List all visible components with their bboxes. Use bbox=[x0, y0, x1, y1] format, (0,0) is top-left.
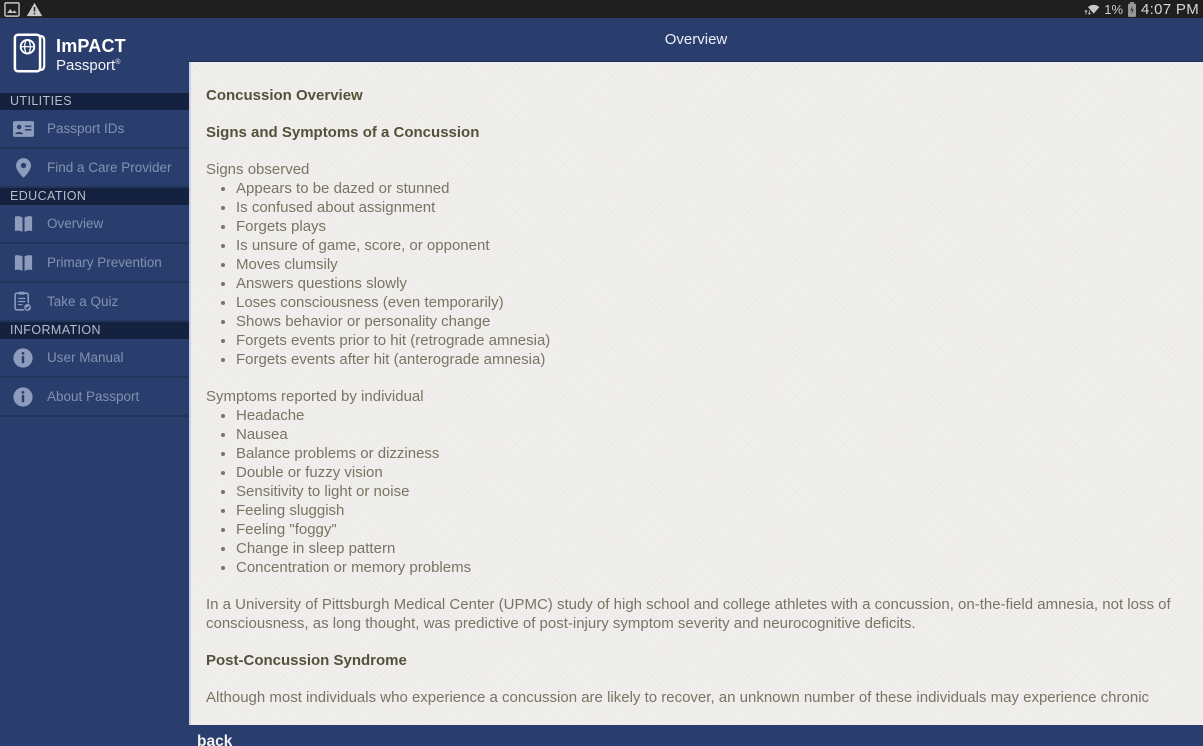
content-heading-post-concussion-syndrome: Post-Concussion Syndrome bbox=[206, 652, 407, 669]
list-item: • Feeling "foggy" bbox=[236, 520, 1183, 539]
wifi-icon bbox=[1084, 2, 1100, 16]
list-item: • Loses consciousness (even temporarily) bbox=[236, 293, 1183, 312]
battery-charging-icon bbox=[1127, 2, 1137, 17]
sidebar bbox=[0, 18, 189, 746]
open-book-icon bbox=[12, 254, 34, 272]
symptoms-reported-list bbox=[206, 406, 1183, 577]
sidebar-item-find-a-care-provider[interactable] bbox=[0, 149, 189, 188]
content-heading-concussion-overview: Concussion Overview bbox=[206, 87, 363, 104]
sidebar-item-about-passport[interactable] bbox=[0, 378, 189, 417]
sidebar-section-utilities: UTILITIES bbox=[0, 93, 189, 110]
list-item: • Forgets events prior to hit (retrograde amnesia) bbox=[236, 331, 1183, 350]
page-header bbox=[189, 18, 1203, 62]
list-item: • Is unsure of game, score, or opponent bbox=[236, 236, 1183, 255]
list-item: • Nausea bbox=[236, 425, 1183, 444]
sidebar-item-user-manual[interactable] bbox=[0, 339, 189, 378]
sidebar-section-education: EDUCATION bbox=[0, 188, 189, 205]
list-item: • Answers questions slowly bbox=[236, 274, 1183, 293]
post-concussion-paragraph: Although most individuals who experience a concussion are likely to recover, an unknown number of these individuals may experience chronic bbox=[206, 689, 1150, 706]
signs-observed-list bbox=[206, 179, 1183, 369]
open-book-icon bbox=[12, 215, 34, 233]
list-item: • Double or fuzzy vision bbox=[236, 463, 1183, 482]
list-item: • Moves clumsily bbox=[236, 255, 1183, 274]
status-time: 4:07 PM bbox=[1141, 0, 1199, 18]
android-status-bar bbox=[0, 0, 1203, 18]
status-bar-system bbox=[1084, 1, 1199, 18]
sidebar-item-take-a-quiz[interactable] bbox=[0, 283, 189, 322]
sidebar-item-label: About Passport bbox=[47, 389, 140, 404]
list-item: • Sensitivity to light or noise bbox=[236, 482, 1183, 501]
info-icon bbox=[12, 387, 34, 407]
screenshot-notification-icon bbox=[4, 2, 20, 17]
sidebar-item-label: Primary Prevention bbox=[47, 255, 162, 270]
sidebar-item-overview[interactable] bbox=[0, 205, 189, 244]
registered-mark: ® bbox=[115, 59, 121, 66]
sidebar-item-label: Find a Care Provider bbox=[47, 160, 172, 175]
list-item: • Appears to be dazed or stunned bbox=[236, 179, 1183, 198]
list-item: • Balance problems or dizziness bbox=[236, 444, 1183, 463]
sidebar-item-passport-ids[interactable] bbox=[0, 110, 189, 149]
sidebar-item-label: User Manual bbox=[47, 350, 124, 365]
sidebar-item-primary-prevention[interactable] bbox=[0, 244, 189, 283]
sidebar-item-label: Passport IDs bbox=[47, 121, 125, 136]
signs-observed-lead: Signs observed bbox=[206, 161, 310, 178]
bottom-bar bbox=[189, 725, 1203, 746]
status-bar-notifications bbox=[4, 2, 43, 17]
passport-book-icon bbox=[13, 32, 47, 79]
battery-percent: 1% bbox=[1104, 1, 1124, 17]
symptoms-reported-lead: Symptoms reported by individual bbox=[206, 388, 424, 405]
sidebar-section-information: INFORMATION bbox=[0, 322, 189, 339]
upmc-study-paragraph: In a University of Pittsburgh Medical Center (UPMC) study of high school and college athletes with a concussion, on-the-field amnesia, not loss of consciousness, as long thought, was predictive of post-injury symptom severity and neurocognitive deficits. bbox=[206, 596, 1171, 632]
sidebar-item-label: Overview bbox=[47, 216, 104, 231]
list-item: • Forgets plays bbox=[236, 217, 1183, 236]
app-logo-text bbox=[56, 37, 126, 74]
list-item: • Feeling sluggish bbox=[236, 501, 1183, 520]
list-item: • Change in sleep pattern bbox=[236, 539, 1183, 558]
logo-title: ImPACT bbox=[56, 36, 126, 56]
list-item: • Shows behavior or personality change bbox=[236, 312, 1183, 331]
list-item: • Forgets events after hit (anterograde amnesia) bbox=[236, 350, 1183, 369]
logo-subtitle: Passport® bbox=[56, 57, 121, 74]
info-icon bbox=[12, 348, 34, 368]
page-title: Overview bbox=[664, 31, 728, 48]
warning-notification-icon bbox=[26, 2, 43, 17]
list-item: • Headache bbox=[236, 406, 1183, 425]
quiz-clipboard-icon bbox=[12, 291, 34, 312]
app-logo bbox=[0, 18, 189, 93]
map-pin-icon bbox=[12, 158, 34, 178]
content-heading-signs-and-symptoms: Signs and Symptoms of a Concussion bbox=[206, 124, 480, 141]
content-panel[interactable] bbox=[189, 62, 1203, 725]
sidebar-item-label: Take a Quiz bbox=[47, 294, 119, 309]
list-item: • Concentration or memory problems bbox=[236, 558, 1183, 577]
list-item: • Is confused about assignment bbox=[236, 198, 1183, 217]
back-button[interactable]: back bbox=[197, 733, 233, 746]
id-card-icon bbox=[12, 121, 34, 137]
